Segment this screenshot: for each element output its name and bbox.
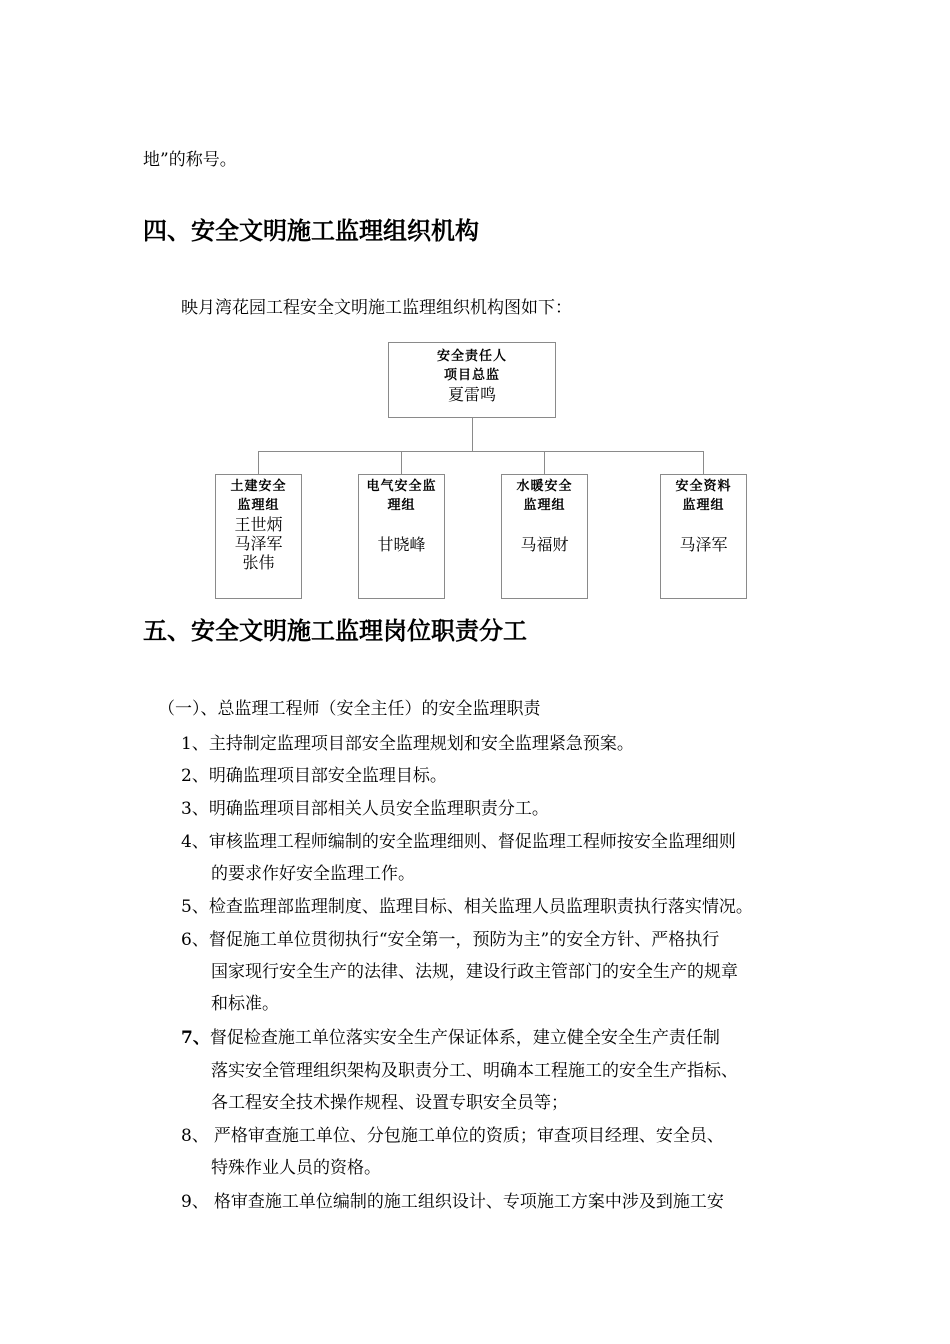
list-item-number: 3、 bbox=[181, 799, 209, 819]
section4-title: 四、安全文明施工监理组织机构 bbox=[143, 217, 479, 245]
list-item-text: 严格审查施工单位、分包施工单位的资质；审查项目经理、安全员、 bbox=[213, 1126, 724, 1146]
org-group-civil bbox=[215, 474, 302, 599]
org-group-member: 马福财 bbox=[520, 535, 569, 554]
section5-subtitle: （一）、总监理工程师（安全主任）的安全监理职责 bbox=[158, 699, 541, 719]
org-group-records bbox=[660, 474, 747, 599]
section4-intro: 映月湾花园工程安全文明施工监理组织机构图如下： bbox=[181, 298, 572, 318]
org-group-member: 王世炳 bbox=[234, 515, 283, 534]
org-group-title1: 土建安全 bbox=[230, 479, 287, 494]
list-item bbox=[181, 832, 736, 852]
list-item-number: 9、 bbox=[181, 1192, 209, 1212]
intro-tail-text: 地”的称号。 bbox=[143, 150, 237, 170]
org-top-box bbox=[388, 342, 556, 418]
org-group-member: 马泽军 bbox=[234, 534, 283, 553]
list-item bbox=[181, 1192, 724, 1212]
list-item-continuation: 的要求作好安全监理工作。 bbox=[211, 864, 415, 884]
org-top-title2: 项目总监 bbox=[443, 368, 500, 383]
org-connector-vertical bbox=[472, 418, 473, 452]
org-connector-g2 bbox=[401, 451, 402, 475]
org-group-electrical bbox=[358, 474, 445, 599]
list-item-text: 主持制定监理项目部安全监理规划和安全监理紧急预案。 bbox=[208, 734, 634, 754]
list-item-text: 明确监理项目部安全监理目标。 bbox=[208, 766, 447, 786]
org-top-title1: 安全责任人 bbox=[436, 349, 507, 364]
org-group-member: 甘晓峰 bbox=[377, 535, 426, 554]
org-top-name: 夏雷鸣 bbox=[447, 385, 496, 404]
list-item-text: 督促检查施工单位落实安全生产保证体系，建立健全安全生产责任制 bbox=[209, 1028, 720, 1048]
list-item-text: 检查监理部监理制度、监理目标、相关监理人员监理职责执行落实情况。 bbox=[208, 897, 753, 917]
list-item-number: 2、 bbox=[181, 766, 209, 786]
list-item-number: 1、 bbox=[181, 734, 209, 754]
list-item bbox=[181, 799, 549, 819]
list-item-number: 8、 bbox=[181, 1126, 209, 1146]
org-group-title2: 理组 bbox=[387, 498, 416, 513]
list-item-number: 7、 bbox=[181, 1028, 210, 1048]
list-item-number: 4、 bbox=[181, 832, 209, 852]
org-group-title2: 监理组 bbox=[237, 498, 280, 513]
list-item-text: 格审查施工单位编制的施工组织设计、专项施工方案中涉及到施工安 bbox=[213, 1192, 724, 1212]
org-group-title1: 安全资料 bbox=[675, 479, 732, 494]
org-group-title1: 水暖安全 bbox=[516, 479, 573, 494]
list-item-continuation: 落实安全管理组织架构及职责分工、明确本工程施工的安全生产指标、 bbox=[211, 1061, 738, 1081]
section5-title: 五、安全文明施工监理岗位职责分工 bbox=[143, 617, 527, 645]
list-item bbox=[181, 766, 447, 786]
list-item-number: 5、 bbox=[181, 897, 209, 917]
org-group-member: 张伟 bbox=[242, 553, 275, 572]
org-group-member: 马泽军 bbox=[679, 535, 728, 554]
list-item-continuation: 特殊作业人员的资格。 bbox=[211, 1158, 381, 1178]
org-connector-g1 bbox=[258, 451, 259, 475]
org-group-plumbing bbox=[501, 474, 588, 599]
list-item-number: 6、 bbox=[181, 930, 209, 950]
org-connector-horizontal bbox=[258, 451, 704, 452]
org-group-title2: 监理组 bbox=[523, 498, 566, 513]
list-item bbox=[181, 1028, 720, 1048]
list-item bbox=[181, 1126, 724, 1146]
list-item bbox=[181, 897, 753, 917]
list-item-text: 明确监理项目部相关人员安全监理职责分工。 bbox=[208, 799, 549, 819]
org-connector-g3 bbox=[544, 451, 545, 475]
list-item-continuation: 国家现行安全生产的法律、法规，建设行政主管部门的安全生产的规章 bbox=[211, 962, 738, 982]
list-item-text: 审核监理工程师编制的安全监理细则、督促监理工程师按安全监理细则 bbox=[208, 832, 736, 852]
list-item-continuation: 和标准。 bbox=[211, 994, 279, 1014]
list-item bbox=[181, 734, 634, 754]
org-group-title1: 电气安全监 bbox=[366, 479, 437, 494]
list-item-text: 督促施工单位贯彻执行“安全第一，预防为主”的安全方针、严格执行 bbox=[208, 930, 720, 950]
org-connector-g4 bbox=[703, 451, 704, 475]
list-item-continuation: 各工程安全技术操作规程、设置专职安全员等； bbox=[211, 1093, 568, 1113]
list-item bbox=[181, 930, 719, 950]
org-group-title2: 监理组 bbox=[682, 498, 725, 513]
